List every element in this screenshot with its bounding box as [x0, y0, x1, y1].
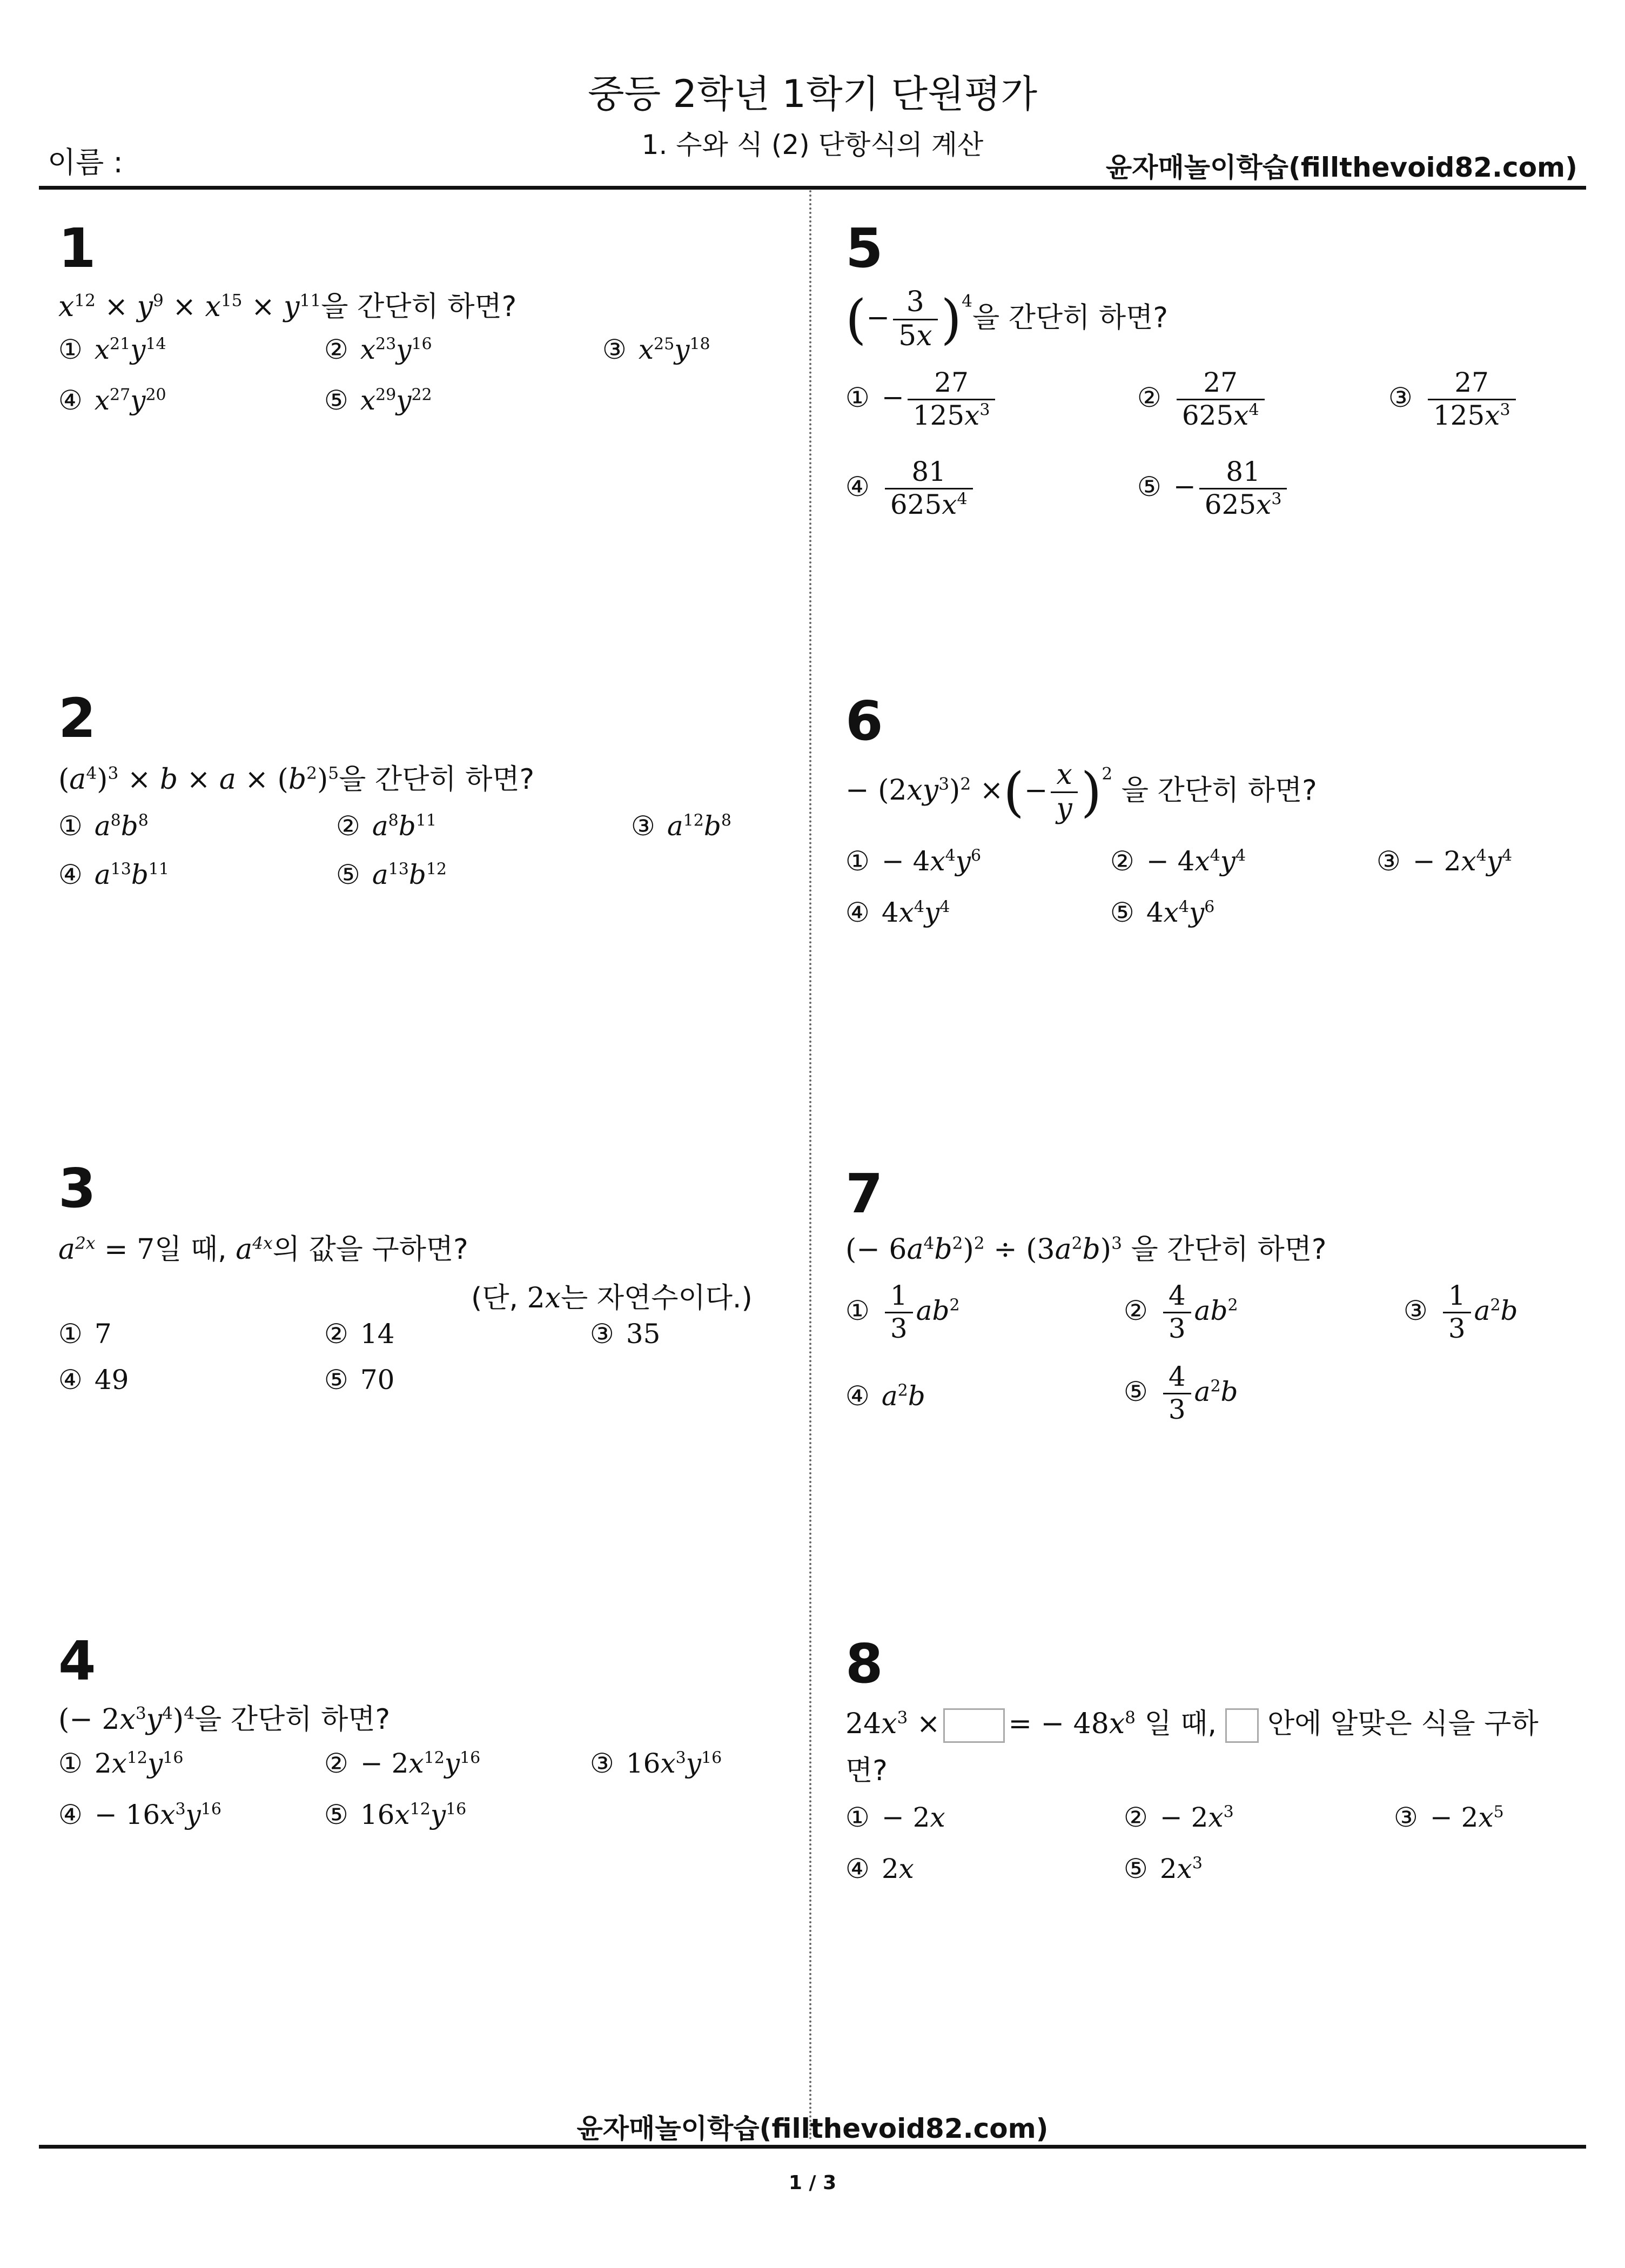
page-title: 중등 2학년 1학기 단원평가: [587, 72, 1038, 116]
question-3-number: 3: [58, 1157, 96, 1220]
header-rule: [39, 186, 1586, 190]
answer-blank-box: [943, 1708, 1005, 1743]
question-7-prompt: (− $6a^4b^2)^2 \div (3a^2b)^3$ 을 간단히 하면?: [845, 1233, 1327, 1266]
question-6-option-1[interactable]: ① − $4x^4y^6$: [845, 846, 982, 877]
question-7-option-2[interactable]: ② $\frac{4}{3}$ $ab^2$: [1124, 1280, 1238, 1344]
question-2-option-5[interactable]: ⑤ $a^{13}b^{12}$: [336, 859, 447, 890]
brand-footer: 윤자매놀이학습(fillthevoid82.com): [576, 2113, 1049, 2144]
page-number: 1 / 3: [788, 2172, 837, 2194]
question-7-option-5[interactable]: ⑤ $\frac{4}{3}$ $a^2b$: [1124, 1361, 1238, 1425]
question-5-prompt: (− $\frac{3}{5x}$ )$^4$을 간단히 하면?: [845, 286, 1168, 352]
question-3-option-1[interactable]: ① 7: [58, 1318, 112, 1350]
question-1-option-4[interactable]: ④ $x^{27}y^{20}$: [58, 385, 166, 416]
question-8-prompt-line2: 면?: [845, 1755, 888, 1787]
question-8-option-5[interactable]: ⑤ $2x^3$: [1124, 1853, 1203, 1884]
question-2-option-3[interactable]: ③ $a^{12}b^8$: [631, 810, 731, 842]
question-3-option-5[interactable]: ⑤ 70: [324, 1364, 395, 1395]
question-3-option-4[interactable]: ④ 49: [58, 1364, 129, 1395]
question-5-option-5[interactable]: ⑤ − $\frac{81}{625x^3}$: [1137, 457, 1290, 520]
question-1-option-1[interactable]: ① $x^{21}y^{14}$: [58, 334, 166, 365]
question-4-option-1[interactable]: ① $2x^{12}y^{16}$: [58, 1748, 184, 1779]
question-8-option-2[interactable]: ② − $2x^3$: [1124, 1802, 1234, 1833]
name-label: 이름 :: [48, 145, 123, 179]
question-3-option-2[interactable]: ② 14: [324, 1318, 395, 1350]
question-6-option-5[interactable]: ⑤ $4x^4y^6$: [1110, 897, 1215, 928]
question-1-number: 1: [58, 217, 96, 280]
footer-rule: [39, 2145, 1586, 2149]
question-7-option-3[interactable]: ③ $\frac{1}{3}$ $a^2b$: [1404, 1280, 1518, 1344]
question-1-option-2[interactable]: ② $x^{23}y^{16}$: [324, 334, 432, 365]
question-2-option-1[interactable]: ① $a^8b^8$: [58, 810, 149, 842]
question-8-prompt: $24x^3$ × = − $48x^8$ 일 때, 안에 알맞은 식을 구하: [845, 1701, 1539, 1743]
question-2-prompt: $(a^4)^3 \times b \times a \times (b^2)^5$을 간단히 하면?: [58, 763, 535, 796]
question-7-number: 7: [845, 1162, 883, 1225]
question-6-prompt: − $(2xy^3)^2$ ×(− $\frac{x}{y}$ )$^2$ 을 간단히 하면?: [845, 759, 1317, 825]
question-2-number: 2: [58, 687, 96, 750]
question-3-prompt: $a^{2x} = 7$일 때, $a^{4x}$의 값을 구하면?: [58, 1233, 468, 1266]
question-2-option-4[interactable]: ④ $a^{13}b^{11}$: [58, 859, 170, 890]
question-2-option-2[interactable]: ② $a^8b^{11}$: [336, 810, 437, 842]
question-5-option-4[interactable]: ④ $\frac{81}{625x^4}$: [845, 457, 976, 520]
question-6-option-4[interactable]: ④ $4x^4y^4$: [845, 897, 950, 928]
column-divider: [809, 190, 811, 2142]
question-8-option-4[interactable]: ④ 2x: [845, 1853, 914, 1884]
question-8-option-1[interactable]: ① − 2x: [845, 1802, 945, 1833]
question-4-prompt: (− $2x^3y^4)^4$을 간단히 하면?: [58, 1703, 391, 1736]
question-7-option-1[interactable]: ① $\frac{1}{3}$ $ab^2$: [845, 1280, 960, 1344]
question-3-option-3[interactable]: ③ 35: [590, 1318, 661, 1350]
question-6-number: 6: [845, 689, 883, 753]
question-6-option-3[interactable]: ③ − $2x^4y^4$: [1376, 846, 1513, 877]
question-7-option-4[interactable]: ④ $a^2b$: [845, 1380, 925, 1412]
answer-blank-box-small: [1225, 1708, 1259, 1743]
question-8-number: 8: [845, 1632, 883, 1695]
question-1-option-5[interactable]: ⑤ $x^{29}y^{22}$: [324, 385, 432, 416]
question-4-number: 4: [58, 1629, 96, 1693]
question-4-option-5[interactable]: ⑤ $16x^{12}y^{16}$: [324, 1799, 467, 1830]
page-subtitle: 1. 수와 식 (2) 단항식의 계산: [641, 129, 984, 160]
question-8-option-3[interactable]: ③ − $2x^5$: [1394, 1802, 1504, 1833]
question-3-condition: (단, 2x는 자연수이다.): [471, 1282, 753, 1314]
question-5-option-2[interactable]: ② $\frac{27}{625x^4}$: [1137, 367, 1268, 431]
question-6-option-2[interactable]: ② − $4x^4y^4$: [1110, 846, 1246, 877]
question-4-option-4[interactable]: ④ − $16x^3y^{16}$: [58, 1799, 221, 1830]
question-4-option-2[interactable]: ② − $2x^{12}y^{16}$: [324, 1748, 481, 1779]
question-5-option-1[interactable]: ① − $\frac{27}{125x^3}$: [845, 367, 998, 431]
question-4-option-3[interactable]: ③ $16x^3y^{16}$: [590, 1748, 722, 1779]
brand-header: 윤자매놀이학습(fillthevoid82.com): [1105, 152, 1577, 183]
question-1-option-3[interactable]: ③ $x^{25}y^{18}$: [602, 334, 710, 365]
question-1-prompt: $x^{12} \times y^9 \times x^{15} \times y^{11}$을 간단히 하면?: [58, 291, 517, 323]
question-5-option-3[interactable]: ③ $\frac{27}{125x^3}$: [1388, 367, 1519, 431]
question-5-number: 5: [845, 217, 883, 280]
